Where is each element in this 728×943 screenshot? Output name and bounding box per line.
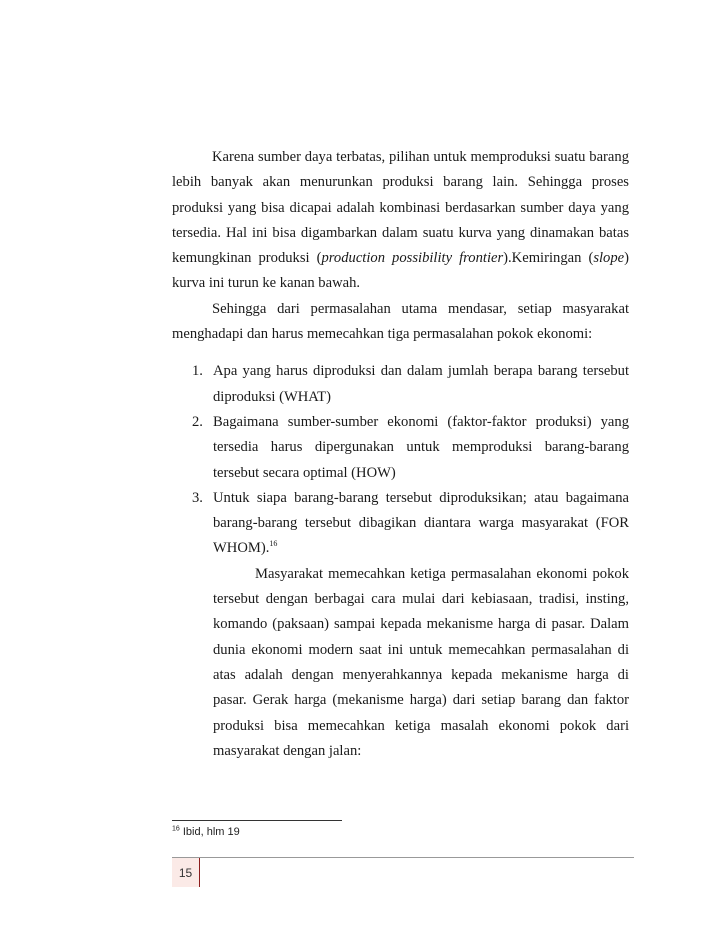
list-item-text: Apa yang harus diproduksi dan dalam jumlah berapa barang tersebut diproduksi (WHAT) [213, 363, 629, 405]
economic-problems-list [172, 359, 629, 561]
paragraph-text: ).Kemiringan ( [503, 250, 594, 267]
footer-divider [172, 857, 634, 858]
footnote-separator [172, 820, 342, 821]
page-number-box [172, 858, 200, 887]
italic-term: slope [593, 250, 625, 267]
page-number: 15 [178, 866, 193, 880]
list-item-text: Bagaimana sumber-sumber ekonomi (faktor-faktor produksi) yang tersedia harus dipergunakan untuk memproduksi barang-barang tersebut secara optimal (HOW) [213, 413, 629, 481]
list-item [172, 486, 629, 562]
footnote [172, 826, 240, 838]
italic-term: production possibility frontier [321, 250, 504, 267]
paragraph-price-mechanism: Masyarakat memecahkan ketiga permasalahan ekonomi pokok tersebut dengan berbagai cara mulai dari kebiasaan, tradisi, insting, komando (paksaan) sampai kepada mekanisme harga di pasar. Dalam dunia ekonomi modern saat ini untuk memecahkan permasalahan di atas adalah dengan menyerahkannya kepada mekanisme harga di pasar. Gerak harga (mekanisme harga) dari setiap barang dan faktor produksi bisa memecahkan ketiga masalah ekonomi pokok dari masyarakat dengan jalan: [213, 565, 629, 759]
list-number: 3. [192, 489, 203, 506]
paragraph-production-frontier [172, 145, 629, 297]
list-item-text: Untuk siapa barang-barang tersebut diproduksikan; atau bagaimana barang-barang tersebut dibagikan diantara warga masyarakat (FOR WHOM). [213, 489, 629, 557]
list-item [172, 410, 629, 486]
paragraph-text: ) kurva ini turun ke kanan bawah. [172, 250, 629, 292]
list-item [172, 359, 629, 410]
paragraph-problems-intro: Sehingga dari permasalahan utama mendasar, setiap masyarakat menghadapi dan harus memecahkan tiga permasalahan pokok ekonomi: [172, 300, 629, 343]
footnote-reference[interactable]: 16 [269, 539, 278, 549]
list-number: 1. [192, 363, 203, 380]
list-number: 2. [192, 413, 203, 430]
page-body [172, 145, 629, 764]
footnote-text: Ibid, hlm 19 [179, 826, 240, 838]
paragraph-text: Karena sumber daya terbatas, pilihan untuk memproduksi suatu barang lebih banyak akan menurunkan produksi barang lain. Sehingga proses produksi yang bisa dicapai adalah kombinasi berdasarkan sumber daya yang tersedia. Hal ini bisa digambarkan dalam suatu kurva yang dinamakan batas kemungkinan produksi ( [172, 149, 629, 267]
footnote-number: 16 [172, 825, 180, 833]
